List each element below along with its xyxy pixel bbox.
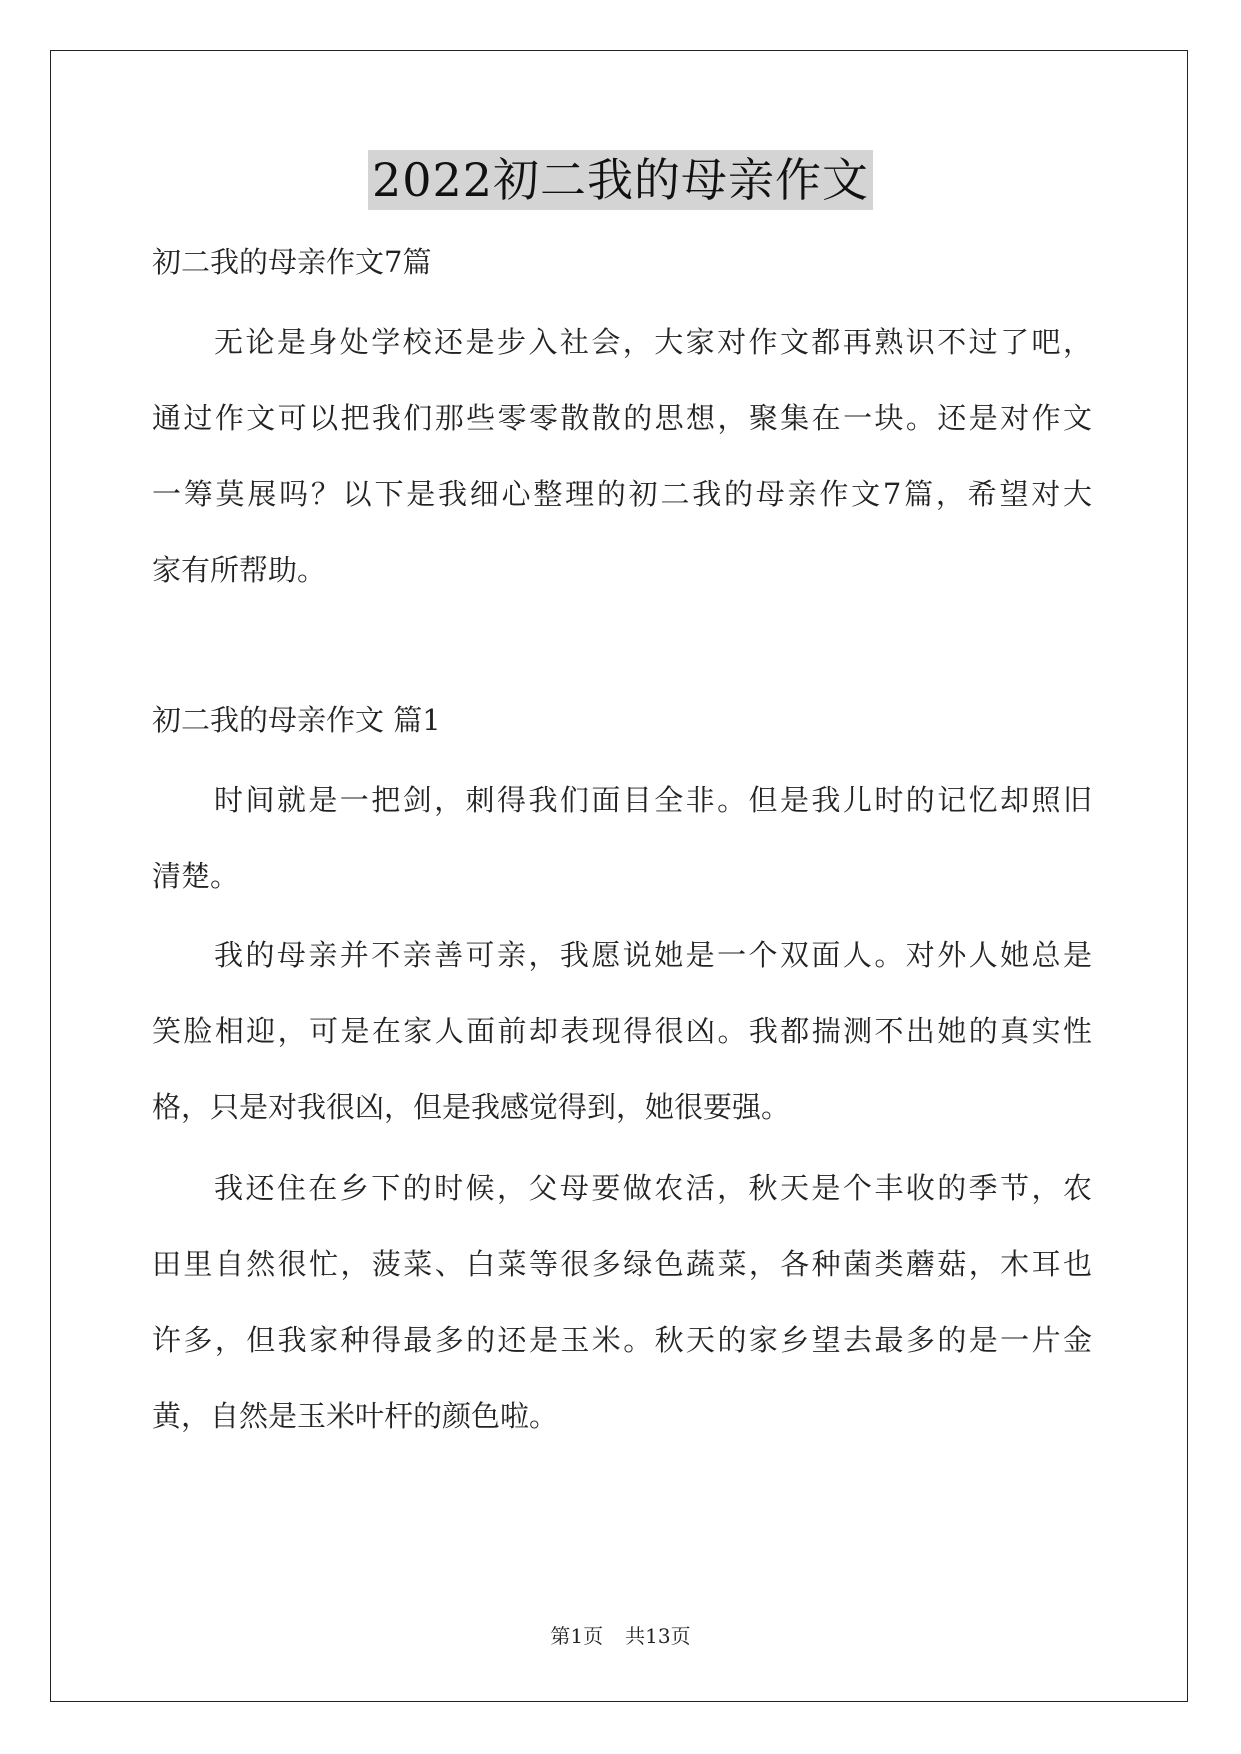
paragraph-line: 通过作文可以把我们那些零零散散的思想，聚集在一块。还是对作文 [152,401,1092,435]
document-title: 2022初二我的母亲作文 [368,150,873,210]
paragraph-line: 时间就是一把剑，刺得我们面目全非。但是我儿时的记忆却照旧 [214,783,1092,817]
paragraph-line: 我的母亲并不亲善可亲，我愿说她是一个双面人。对外人她总是 [214,938,1092,972]
paragraph-line: 家有所帮助。 [152,553,327,587]
paragraph-line: 笑脸相迎，可是在家人面前却表现得很凶。我都揣测不出她的真实性 [152,1014,1092,1048]
paragraph-line: 田里自然很忙，菠菜、白菜等很多绿色蔬菜，各种菌类蘑菇，木耳也 [152,1247,1092,1281]
paragraph-line: 一筹莫展吗？以下是我细心整理的初二我的母亲作文7篇，希望对大 [152,477,1092,511]
paragraph-line: 我还住在乡下的时候，父母要做农活，秋天是个丰收的季节，农 [214,1171,1092,1205]
paragraph-line: 黄，自然是玉米叶杆的颜色啦。 [152,1399,559,1433]
page-number: 第1页 [550,1624,604,1648]
page-footer [0,1620,1241,1649]
title-container [0,150,1241,210]
paragraph-line: 许多，但我家种得最多的还是玉米。秋天的家乡望去最多的是一片金 [152,1323,1092,1357]
paragraph-line: 清楚。 [152,859,240,893]
section-heading-part1: 初二我的母亲作文 篇1 [152,703,441,737]
paragraph-line: 无论是身处学校还是步入社会，大家对作文都再熟识不过了吧， [214,325,1092,359]
section-heading-overview: 初二我的母亲作文7篇 [152,245,432,279]
page-total: 共13页 [625,1624,691,1648]
paragraph-line: 格，只是对我很凶，但是我感觉得到，她很要强。 [152,1090,791,1124]
